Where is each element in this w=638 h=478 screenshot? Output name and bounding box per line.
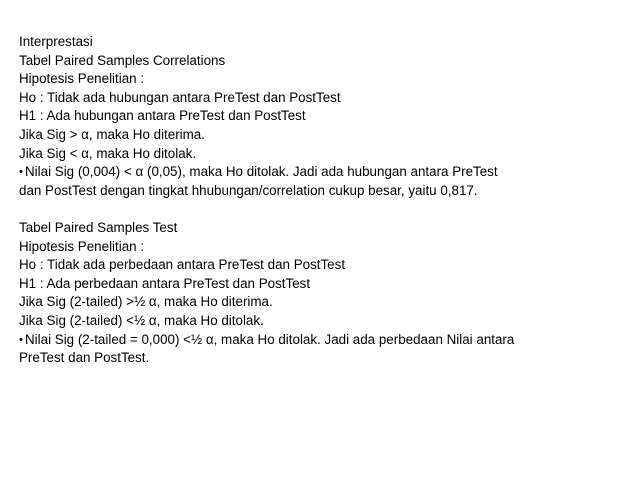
alternative-hypothesis: H1 : Ada hubungan antara PreTest dan PostTest	[19, 108, 306, 124]
spacer	[19, 200, 619, 219]
acceptance-rule-2: Jika Sig (2-tailed) >½ α, maka Ho diterima.	[19, 294, 273, 310]
correlation-conclusion-line-2: dan PostTest dengan tingkat hhubungan/correlation cukup besar, yaitu 0,817.	[19, 182, 478, 198]
section-title: Interprestasi	[19, 34, 93, 49]
hypothesis-heading-2: Hipotesis Penelitian :	[19, 238, 145, 254]
difference-conclusion-line-2: PreTest dan PostTest.	[19, 350, 150, 366]
correlation-conclusion-line-1: Nilai Sig (0,004) < α (0,05), maka Ho ditolak. Jadi ada hubungan antara PreTest	[25, 164, 498, 180]
text-body	[19, 33, 619, 368]
acceptance-rule: Jika Sig > α, maka Ho diterima.	[19, 126, 205, 142]
correlations-table-heading: Tabel Paired Samples Correlations	[19, 52, 226, 68]
alternative-hypothesis-2: H1 : Ada perbedaan antara PreTest dan PostTest	[19, 275, 311, 291]
null-hypothesis-2: Ho : Tidak ada perbedaan antara PreTest dan PostTest	[19, 257, 346, 273]
bullet-icon: •	[19, 166, 23, 179]
correlation-conclusion	[19, 163, 619, 182]
bullet-icon: •	[19, 333, 23, 346]
rejection-rule: Jika Sig < α, maka Ho ditolak.	[19, 145, 197, 161]
rejection-rule-2: Jika Sig (2-tailed) <½ α, maka Ho ditolak.	[19, 312, 264, 328]
samples-test-heading: Tabel Paired Samples Test	[19, 219, 178, 235]
difference-conclusion-line-1: Nilai Sig (2-tailed = 0,000) <½ α, maka Ho ditolak. Jadi ada perbedaan Nilai antara	[25, 331, 515, 347]
hypothesis-heading: Hipotesis Penelitian :	[19, 71, 145, 87]
null-hypothesis: Ho : Tidak ada hubungan antara PreTest dan PostTest	[19, 89, 341, 105]
difference-conclusion	[19, 331, 619, 350]
